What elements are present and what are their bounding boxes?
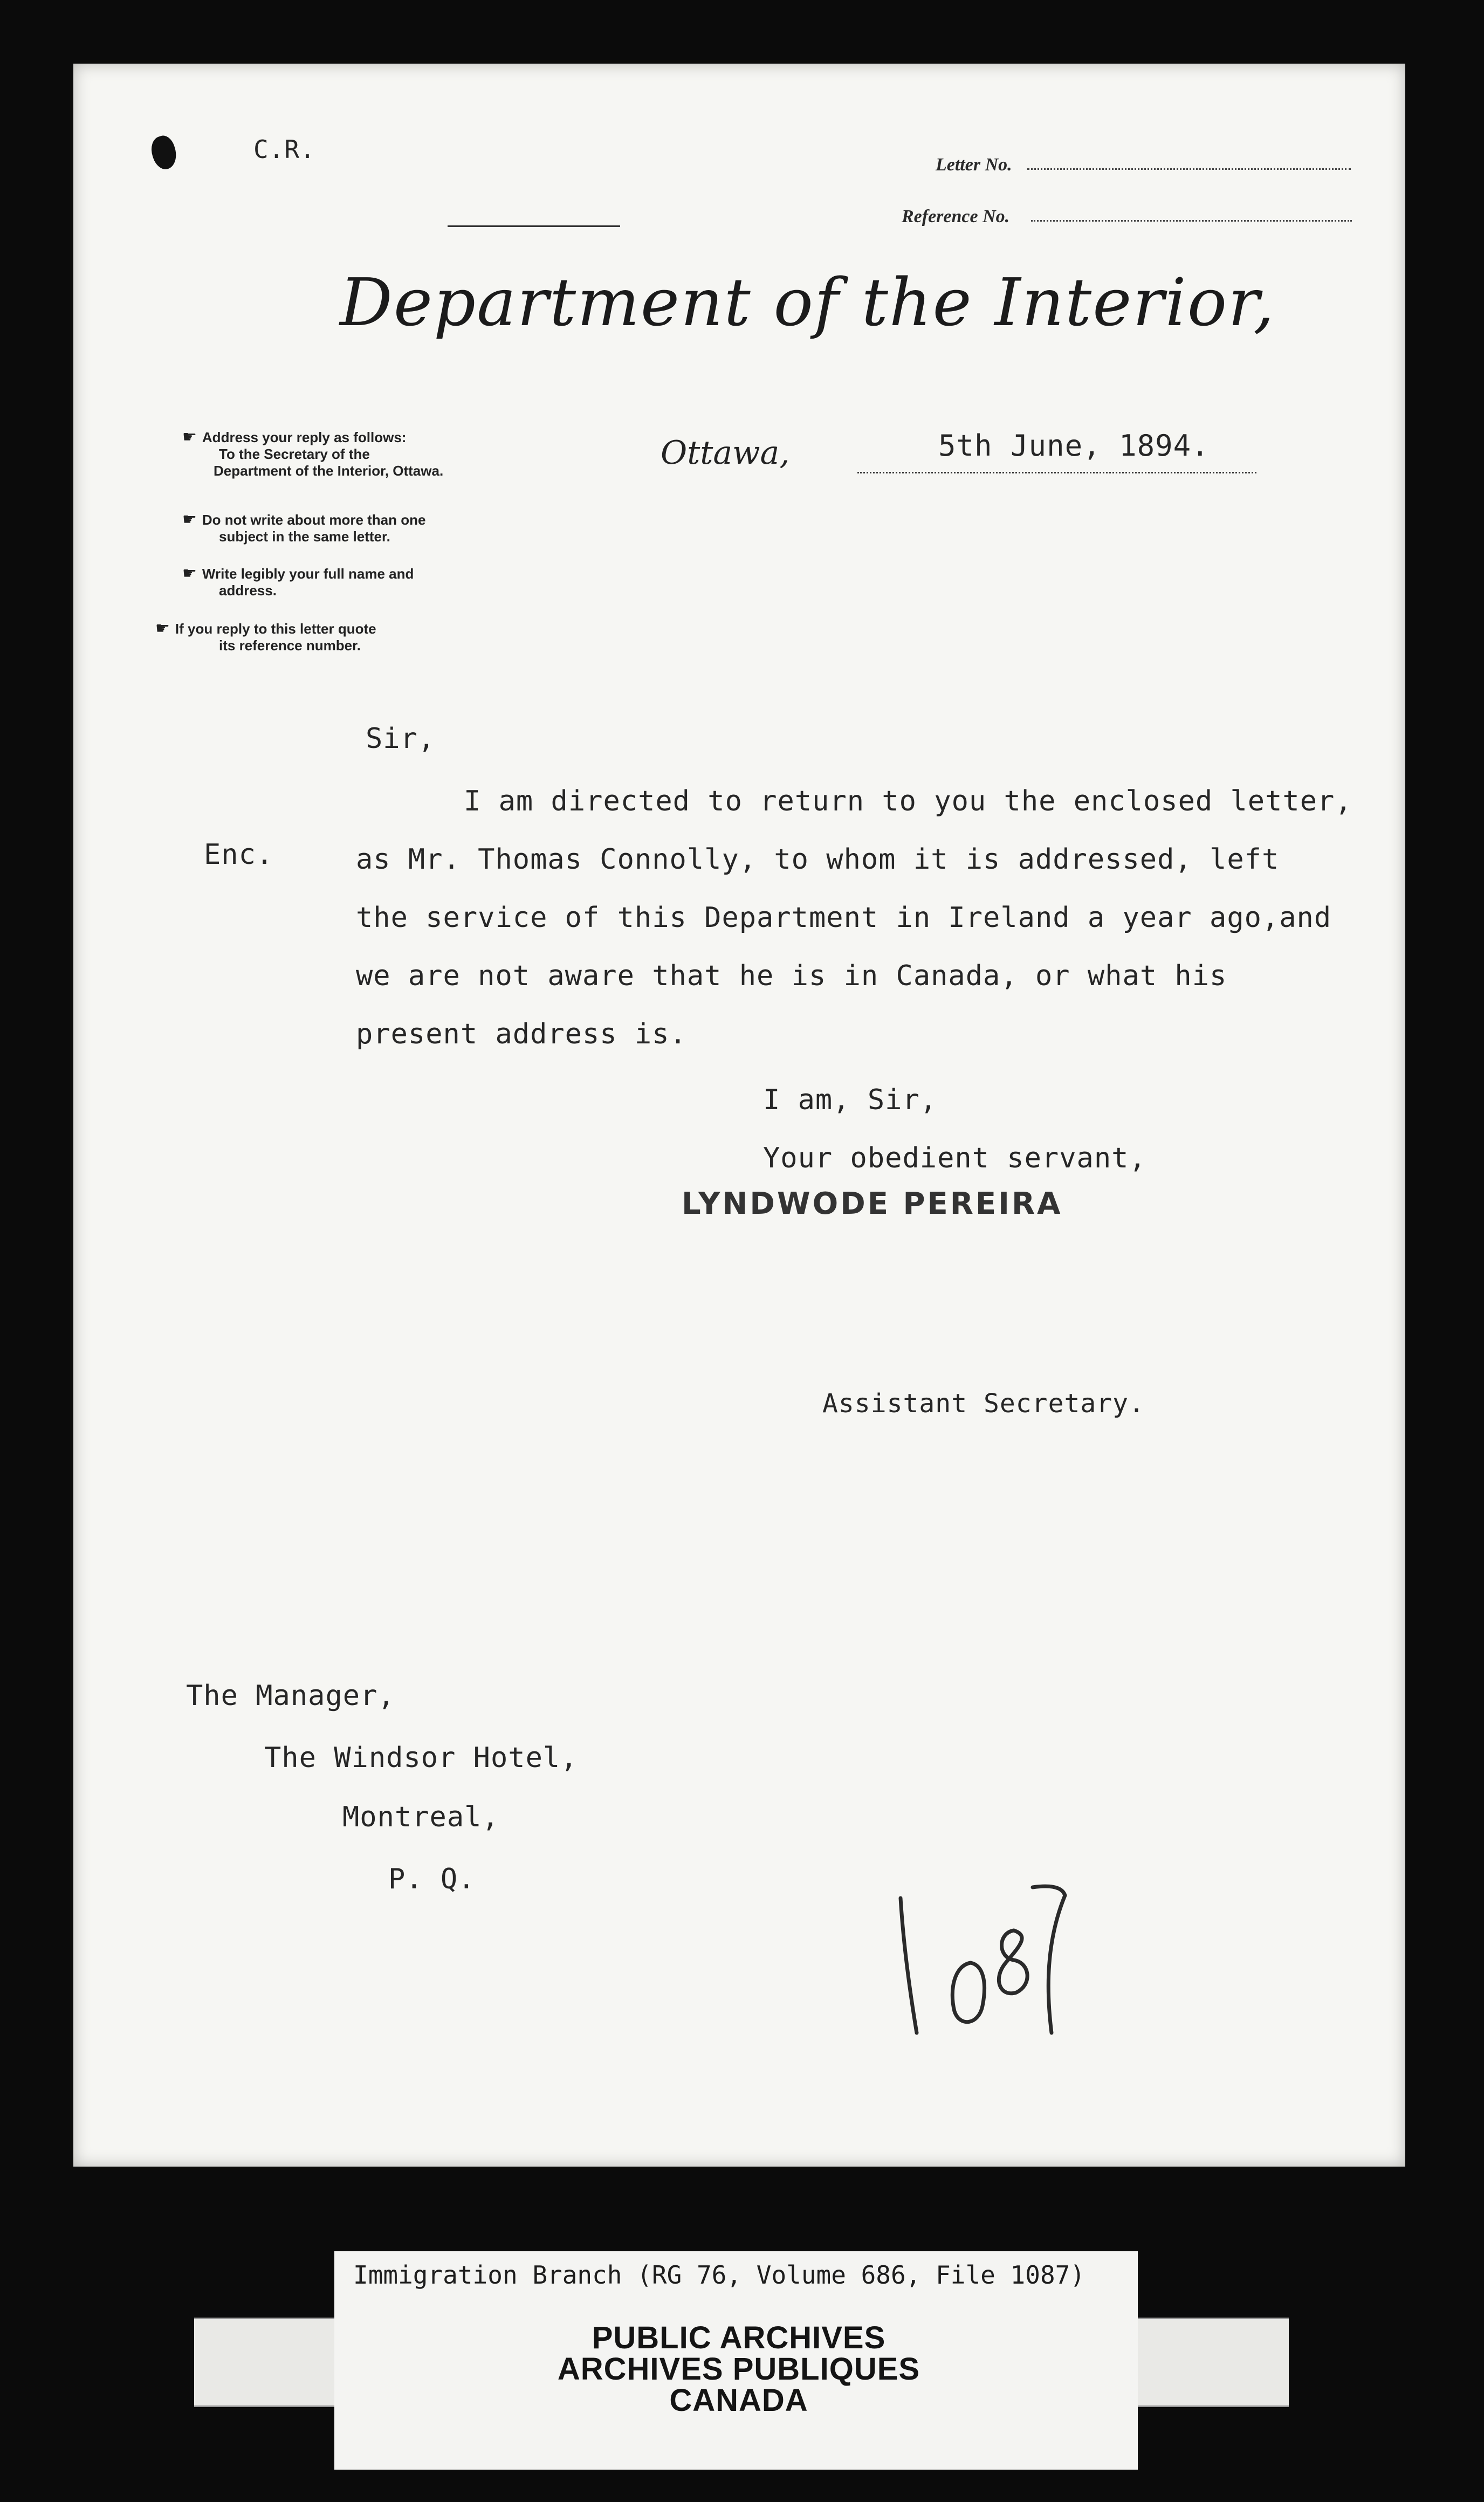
pointing-hand-icon: ☛ [155,619,170,638]
archive-line: ARCHIVES PUBLIQUES [557,2352,920,2387]
closing-line: Your obedient servant, [763,1142,1146,1174]
signatory-title: Assistant Secretary. [822,1389,1145,1419]
archive-line: PUBLIC ARCHIVES [592,2320,886,2355]
instruction-one-subject: ☛ Do not write about more than one subject in the same letter. [182,510,426,545]
letter-page [73,64,1405,2167]
recipient-line: Montreal, [342,1801,499,1833]
letter-no-line [1027,168,1351,170]
recipient-line: The Windsor Hotel, [264,1742,578,1774]
closing-line: I am, Sir, [763,1084,938,1116]
archive-reference: Immigration Branch (RG 76, Volume 686, File 1087) [353,2260,1085,2290]
signature-stamp: LYNDWODE PEREIRA [682,1186,1063,1221]
reference-no-label: Reference No. [902,207,1010,226]
handwritten-file-number [793,1855,1073,2071]
enclosure-note: Enc. [204,838,274,871]
date-line [857,472,1256,473]
recipient-line: The Manager, [186,1680,395,1712]
pointing-hand-icon: ☛ [182,428,197,446]
pointing-hand-icon: ☛ [182,510,197,529]
body-line: as Mr. Thomas Connolly, to whom it is addressed, left [356,843,1280,876]
letter-date: 5th June, 1894. [938,429,1210,463]
body-line: the service of this Department in Ireland a year ago,and [356,902,1332,934]
place-name: Ottawa, [661,434,790,472]
letter-no-label: Letter No. [936,155,1012,175]
letterhead-rule [448,225,620,227]
body-line: present address is. [356,1018,687,1050]
recipient-line: P. Q. [388,1863,476,1895]
reference-no-line [1031,220,1352,222]
archive-line: CANADA [669,2383,808,2418]
instruction-legibility: ☛ Write legibly your full name and address. [182,564,414,599]
instruction-quote-reference: ☛ If you reply to this letter quote its reference number. [155,619,376,654]
pointing-hand-icon: ☛ [182,564,197,583]
instruction-address: ☛ Address your reply as follows: To the Secretary of the Department of the Interior, Ottawa. [182,428,444,479]
salutation: Sir, [366,723,436,755]
body-line: I am directed to return to you the enclosed letter, [464,785,1352,817]
letterhead-title: Department of the Interior, [340,264,1275,341]
filing-initials: C.R. [253,135,315,164]
body-line: we are not aware that he is in Canada, or what his [356,960,1227,992]
